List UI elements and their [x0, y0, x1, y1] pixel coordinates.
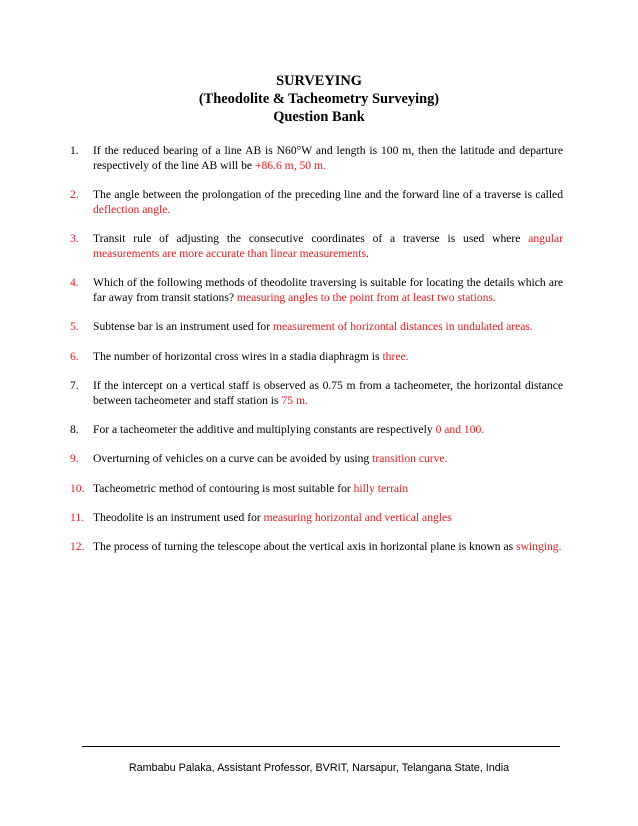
question-answer: measuring horizontal and vertical angles: [263, 510, 452, 524]
question-answer: deflection angle.: [93, 202, 171, 216]
question-number: 11.: [70, 510, 85, 524]
question-list: [70, 144, 563, 570]
question-number: 4.: [70, 276, 79, 290]
question-item: [70, 144, 563, 174]
question-item: [70, 452, 563, 467]
question-item: [70, 482, 563, 497]
question-number: 10.: [70, 481, 85, 495]
question-number: 3.: [70, 232, 79, 246]
question-number: 1.: [70, 144, 79, 157]
question-prompt: Theodolite is an instrument used for: [93, 510, 264, 524]
question-prompt: Which of the following methods of theodolite traversing is suitable for locating the details which are far away from transit stations?: [93, 276, 563, 305]
question-text: [93, 232, 563, 262]
question-text: [93, 350, 563, 365]
question-prompt: If the intercept on a vertical staff is observed as 0.75 m from a tacheometer, the horizontal distance between tacheometer and staff station is: [93, 378, 563, 407]
question-text: [93, 276, 563, 306]
question-answer: 75 m.: [281, 393, 308, 407]
question-item: [70, 423, 563, 438]
question-item: [70, 511, 563, 526]
document-subtitle: (Theodolite & Tacheometry Surveying): [198, 91, 440, 107]
question-text: [93, 320, 563, 335]
question-prompt: The number of horizontal cross wires in a stadia diaphragm is: [93, 349, 383, 363]
question-answer: transition curve.: [372, 452, 448, 466]
question-prompt: The process of turning the telescope about the vertical axis in horizontal plane is known as: [93, 540, 517, 554]
document-title: SURVEYING: [276, 73, 362, 89]
question-text: [93, 540, 563, 555]
question-number: 6.: [70, 349, 79, 363]
question-number: 7.: [70, 378, 79, 392]
question-answer: swinging.: [516, 540, 562, 554]
footer-divider: [82, 746, 560, 747]
question-prompt: For a tacheometer the additive and multiplying constants are respectively: [93, 423, 436, 437]
question-answer: three.: [382, 349, 409, 363]
title-block: [0, 72, 638, 126]
question-number: 9.: [70, 452, 79, 466]
question-item: [70, 232, 563, 262]
question-text: [93, 482, 563, 497]
question-text: [93, 379, 563, 409]
question-number: 5.: [70, 320, 79, 334]
question-answer: 0 and 100.: [435, 423, 485, 437]
question-item: [70, 320, 563, 335]
question-prompt: If the reduced bearing of a line AB is N60°W and length is 100 m, then the latitude and departure respectively of the line AB will be: [93, 144, 563, 172]
question-answer: angular measurements are more accurate than linear measurements: [93, 232, 563, 260]
footer-text: Rambabu Palaka, Assistant Professor, BVRIT, Narsapur, Telangana State, India: [128, 762, 510, 774]
question-item: [70, 540, 563, 555]
question-item: [70, 379, 563, 409]
question-answer: +86.6 m, 50 m.: [254, 158, 326, 172]
question-prompt: The angle between the prolongation of the preceding line and the forward line of a traverse is called: [93, 188, 563, 202]
question-text: [93, 452, 563, 467]
question-item: [70, 276, 563, 306]
question-text: [93, 144, 563, 174]
question-text: [93, 188, 563, 218]
question-prompt: Tacheometric method of contouring is most suitable for: [93, 481, 354, 495]
document-heading: Question Bank: [273, 109, 365, 125]
question-prompt: Overturning of vehicles on a curve can be avoided by using: [93, 452, 373, 466]
question-number: 12.: [70, 540, 85, 554]
question-prompt: Subtense bar is an instrument used for: [93, 320, 273, 334]
question-text: [93, 423, 563, 438]
question-answer: measurement of horizontal distances in undulated areas.: [273, 320, 533, 334]
question-suffix: .: [365, 246, 369, 260]
question-number: 2.: [70, 188, 79, 202]
question-item: [70, 350, 563, 365]
question-number: 8.: [70, 423, 79, 437]
question-answer: measuring angles to the point from at least two stations.: [236, 291, 496, 305]
question-answer: hilly terrain: [353, 481, 409, 495]
question-prompt: Transit rule of adjusting the consecutive coordinates of a traverse is used where: [93, 232, 529, 246]
question-text: [93, 511, 563, 526]
question-item: [70, 188, 563, 218]
